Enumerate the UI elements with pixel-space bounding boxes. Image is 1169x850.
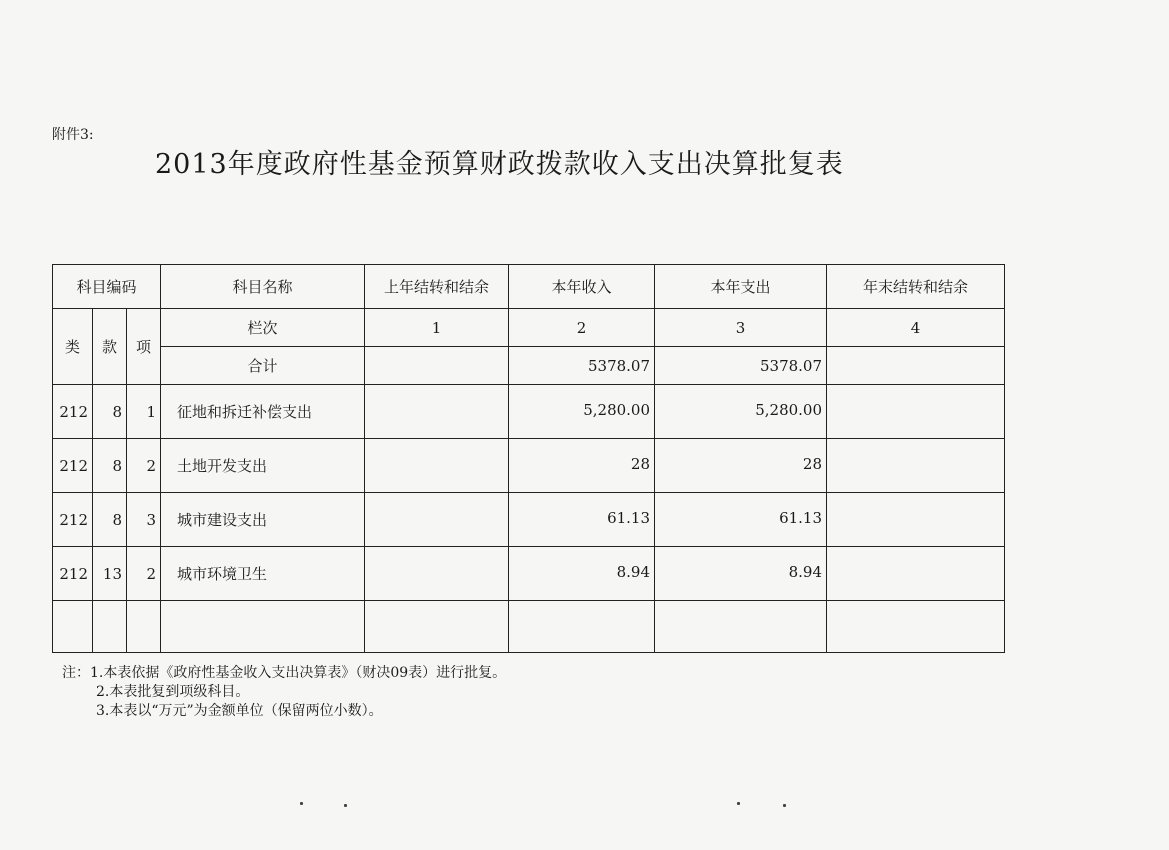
cell-year-end-balance (827, 547, 1005, 601)
scan-speck (737, 802, 740, 805)
notes (62, 664, 506, 721)
cell-kuan: 8 (93, 439, 127, 493)
table-row (53, 547, 1005, 601)
cell-expense: 61.13 (655, 493, 827, 547)
table-row (53, 493, 1005, 547)
cell-name: 土地开发支出 (161, 439, 365, 493)
cell-xiang: 2 (127, 439, 161, 493)
cell-expense: 8.94 (655, 547, 827, 601)
total-year-end-balance (827, 347, 1005, 385)
cell-expense: 28 (655, 439, 827, 493)
cell-income: 28 (509, 439, 655, 493)
budget-table (52, 264, 1005, 653)
cell-kuan: 8 (93, 385, 127, 439)
note-1: 注：1.本表依据《政府性基金收入支出决算表》（财决09表）进行批复。 (62, 665, 507, 681)
cell-name: 征地和拆迁补偿支出 (161, 385, 365, 439)
cell-prev-balance (365, 493, 509, 547)
total-expense: 5378.07 (655, 347, 827, 385)
cell-income: 8.94 (509, 547, 655, 601)
header-code: 科目编码 (53, 265, 161, 309)
cell-year-end-balance (827, 601, 1005, 653)
total-income: 5378.07 (509, 347, 655, 385)
header-row (53, 265, 1005, 309)
cell-kuan (93, 601, 127, 653)
column-index-label: 栏次 (161, 309, 365, 347)
note-2: 2.本表批复到项级科目。 (96, 684, 250, 700)
cell-xiang: 1 (127, 385, 161, 439)
cell-year-end-balance (827, 439, 1005, 493)
header-income: 本年收入 (509, 265, 655, 309)
header-year-end-balance: 年末结转和结余 (827, 265, 1005, 309)
cell-xiang: 2 (127, 547, 161, 601)
cell-xiang: 3 (127, 493, 161, 547)
header-lei: 类 (53, 309, 93, 385)
cell-year-end-balance (827, 493, 1005, 547)
cell-prev-balance (365, 385, 509, 439)
cell-lei (53, 601, 93, 653)
cell-income: 5,280.00 (509, 385, 655, 439)
cell-kuan: 13 (93, 547, 127, 601)
cell-prev-balance (365, 601, 509, 653)
cell-prev-balance (365, 439, 509, 493)
scan-speck (344, 804, 347, 807)
column-index-4: 4 (827, 309, 1005, 347)
document-title: 2013年度政府性基金预算财政拨款收入支出决算批复表 (155, 149, 844, 180)
header-xiang: 项 (127, 309, 161, 385)
total-prev-balance (365, 347, 509, 385)
header-kuan: 款 (93, 309, 127, 385)
cell-prev-balance (365, 547, 509, 601)
cell-lei: 212 (53, 439, 93, 493)
cell-expense: 5,280.00 (655, 385, 827, 439)
cell-expense (655, 601, 827, 653)
cell-year-end-balance (827, 385, 1005, 439)
cell-income (509, 601, 655, 653)
header-name: 科目名称 (161, 265, 365, 309)
header-expense: 本年支出 (655, 265, 827, 309)
column-index-row (53, 309, 1005, 347)
table-row (53, 385, 1005, 439)
attachment-label: 附件3: (52, 127, 94, 143)
cell-name: 城市环境卫生 (161, 547, 365, 601)
table-row (53, 601, 1005, 653)
header-prev-balance: 上年结转和结余 (365, 265, 509, 309)
total-label: 合计 (161, 347, 365, 385)
cell-name (161, 601, 365, 653)
cell-lei: 212 (53, 493, 93, 547)
table-row (53, 439, 1005, 493)
cell-lei: 212 (53, 385, 93, 439)
note-3: 3.本表以“万元”为金额单位（保留两位小数）。 (96, 703, 383, 719)
cell-xiang (127, 601, 161, 653)
column-index-3: 3 (655, 309, 827, 347)
column-index-1: 1 (365, 309, 509, 347)
cell-income: 61.13 (509, 493, 655, 547)
cell-kuan: 8 (93, 493, 127, 547)
total-row (53, 347, 1005, 385)
cell-name: 城市建设支出 (161, 493, 365, 547)
cell-lei: 212 (53, 547, 93, 601)
scan-speck (783, 804, 786, 807)
column-index-2: 2 (509, 309, 655, 347)
scan-speck (300, 802, 303, 805)
